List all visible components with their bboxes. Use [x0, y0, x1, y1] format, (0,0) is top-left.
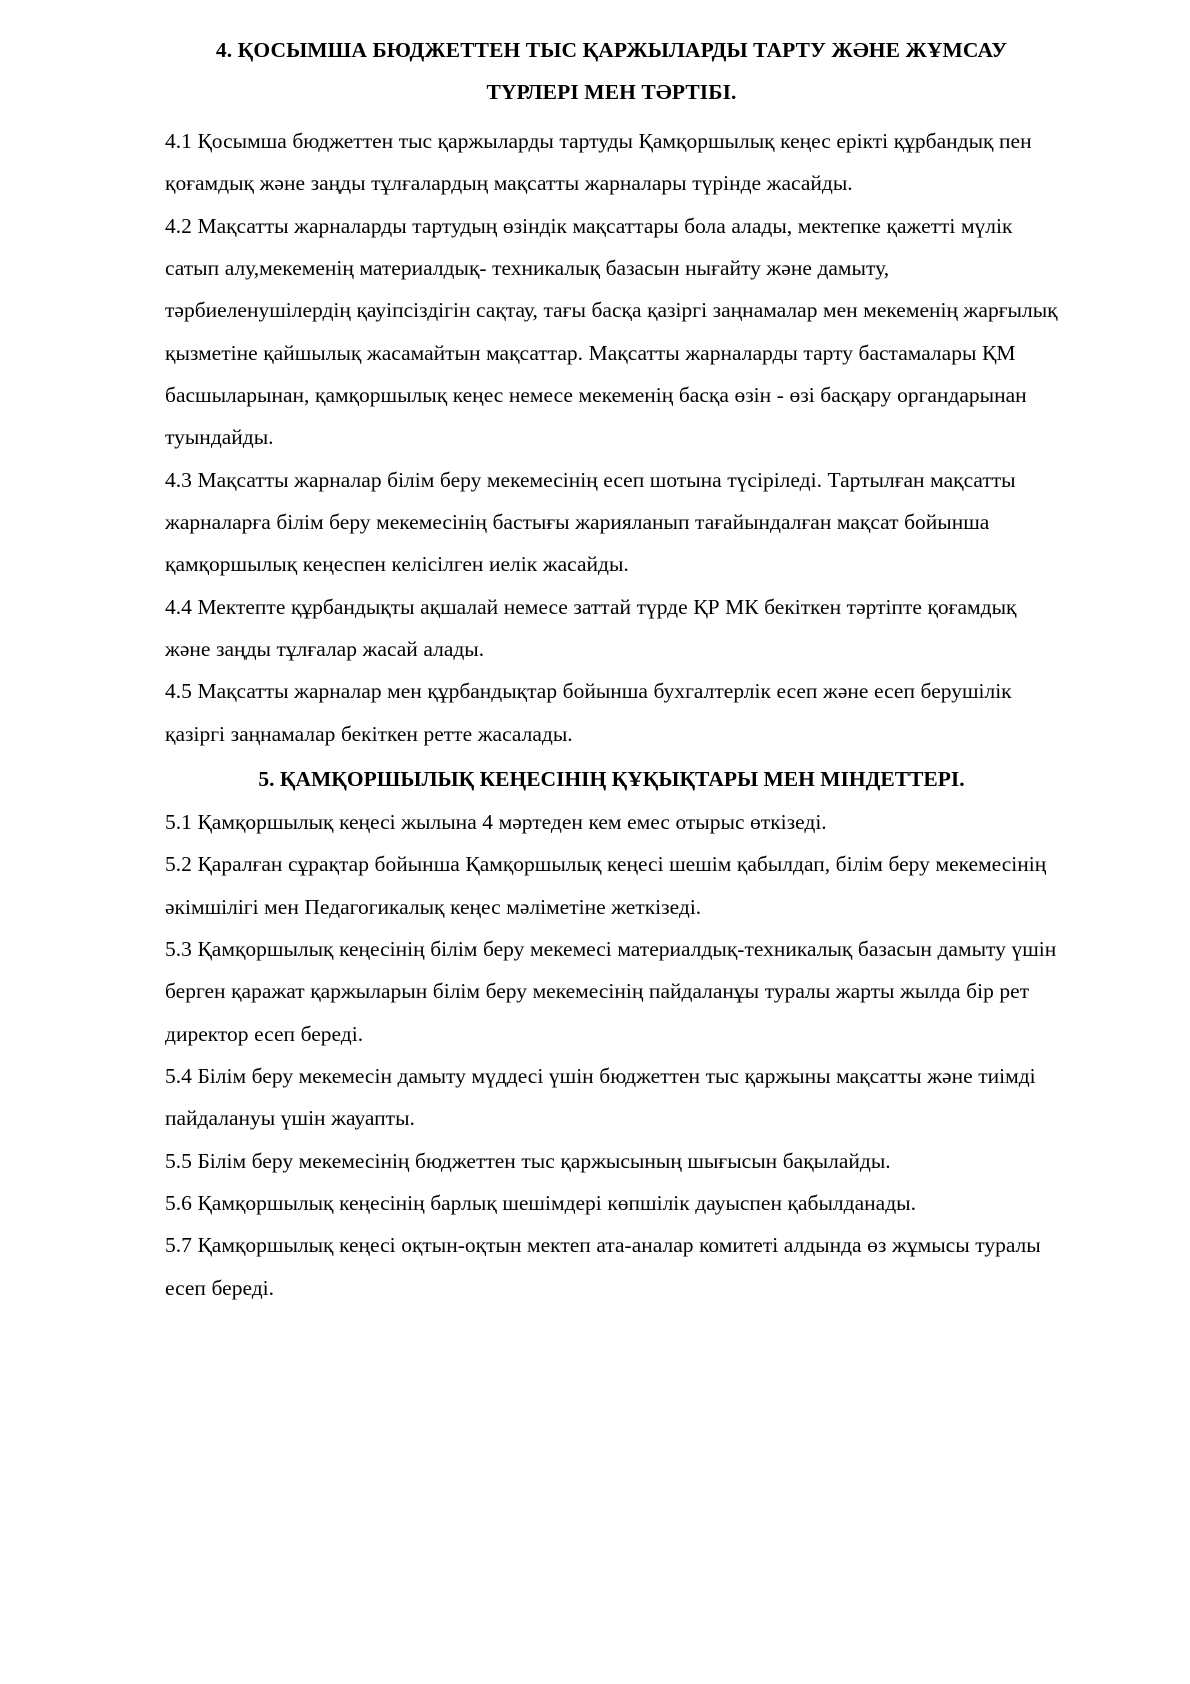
paragraph-5-7: 5.7 Қамқоршылық кеңесі оқтын-оқтын мектеп ата-аналар комитеті алдында өз жұмысы туралы есеп береді.	[165, 1233, 1041, 1300]
paragraph-4-3: 4.3 Мақсатты жарналар білім беру мекемесінің есеп шотына түсіріледі. Тартылған мақсатты жарналарға білім беру мекемесінің бастығы жарияланып тағайындалған мақсат бойынша қамқоршылық кеңеспен келісілген иелік жасайды.	[165, 467, 1016, 577]
paragraph-5-6: 5.6 Қамқоршылық кеңесінің барлық шешімдері көпшілік дауыспен қабылданады.	[165, 1191, 916, 1216]
section-4-heading	[165, 30, 1058, 114]
section-4-heading-line-1: 4. ҚОСЫМША БЮДЖЕТТЕН ТЫС ҚАРЖЫЛАРДЫ ТАРТУ ЖӘНЕ ЖҰМСАУ	[215, 38, 1008, 62]
paragraph-5-3: 5.3 Қамқоршылық кеңесінің білім беру мекемесі материалдық-техникалық базасын дамыту үшін берген қаражат қаржыларын білім беру мекемесінің пайдаланұы туралы жарты жылда бір рет директор есеп береді.	[165, 936, 1057, 1046]
paragraph-4-1: 4.1 Қосымша бюджеттен тыс қаржыларды тартуды Қамқоршылық кеңес ерікті құрбандық пен қоғамдық және заңды тұлғалардың мақсатты жарналары түрінде жасайды.	[165, 128, 1032, 196]
section-5-heading: 5. ҚАМҚОРШЫЛЫҚ КЕҢЕСІНІҢ ҚҰҚЫҚТАРЫ МЕН МІНДЕТТЕРІ.	[258, 767, 965, 791]
paragraph-4-2: 4.2 Мақсатты жарналарды тартудың өзіндік мақсаттары бола алады, мектепке қажетті мүлік сатып алу,мекеменің материалдық- техникалық базасын нығайту және дамыту, тәрбиеленушілердің қауіпсіздігін сақтау, тағы басқа қазіргі заңнамалар мен мекеменің жарғылық қызметіне қайшылық жасамайтын мақсаттар. Мақсатты жарналарды тарту бастамалары ҚМ басшыларынан, қамқоршылық кеңес немесе мекеменің басқа өзін - өзі басқару органдарынан туындайды.	[165, 213, 1058, 450]
paragraph-5-5: 5.5 Білім беру мекемесінің бюджеттен тыс қаржысының шығысын бақылайды.	[165, 1148, 891, 1173]
paragraph-4-4: 4.4 Мектепте құрбандықты ақшалай немесе заттай түрде ҚР МК бекіткен тәртіпте қоғамдық және заңды тұлғалар жасай алады.	[165, 594, 1017, 661]
section-4-heading-line-2: ТҮРЛЕРІ МЕН ТӘРТІБІ.	[486, 79, 737, 104]
paragraph-5-2: 5.2 Қаралған сұрақтар бойынша Қамқоршылық кеңесі шешім қабылдап, білім беру мекемесінің әкімшілігі мен Педагогикалық кеңес мәліметіне жеткізеді.	[165, 852, 1047, 919]
paragraph-5-1: 5.1 Қамқоршылық кеңесі жылына 4 мәртеден кем емес отырыс өткізеді.	[165, 809, 827, 834]
paragraph-5-4: 5.4 Білім беру мекемесін дамыту мүддесі үшін бюджеттен тыс қаржыны мақсатты және тиімді пайдалануы үшін жауапты.	[165, 1063, 1036, 1131]
paragraph-4-5: 4.5 Мақсатты жарналар мен құрбандықтар бойынша бухгалтерлік есеп және есеп берушілік қазіргі заңнамалар бекіткен ретте жасалады.	[165, 679, 1012, 746]
